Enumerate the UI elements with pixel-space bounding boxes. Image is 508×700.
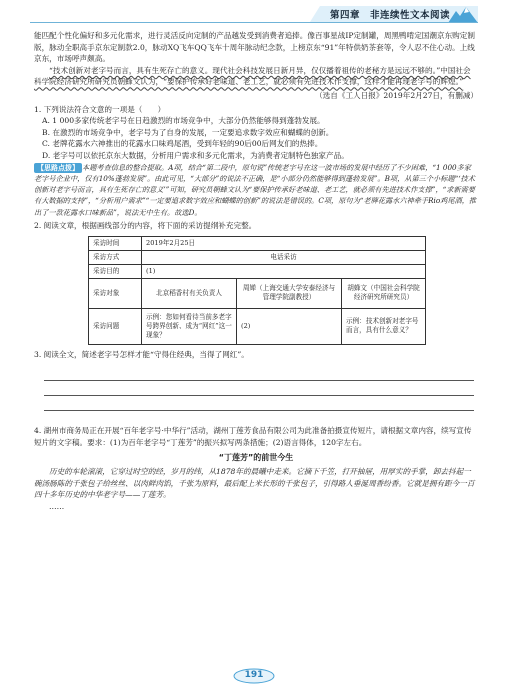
table-cell-value: 示例：技术创新对老字号而言，具有什么意义？ [342, 308, 426, 344]
answer-line[interactable] [44, 366, 474, 381]
table-cell-value: 示例：您如何看待当前多老字号跨界创新、成为“网红”这一现象？ [142, 308, 237, 344]
composition-title: “丁莲芳”的前世今生 [218, 453, 294, 463]
article-source: （选自《工人日报》2019年2月27日，有删减） [315, 90, 478, 100]
answer-line[interactable] [44, 396, 474, 411]
question-2-stem: 2. 阅读文章，根据画线部分的内容，将下面的采访提纲补充完整。 [34, 221, 257, 231]
table-row [89, 250, 426, 264]
question-1-stem: 1. 下列说法符合文意的一项是（ ） [34, 104, 166, 114]
analysis-text: 本题考查信息的整合提取。A项，结合“第二段中，原句说”传统老字号在这一波市场的发展中经历了不少困难，“1 000多家老字号企业中，仅有10%蓬勃发展”。由此可见，“大部分”的说法不正确，是“小部分仍然能够得到蓬勃发展”。B项，从第三个小标题“‘技术创新对老字号而言，具有生死存亡的意义’”可知，研究员朝蜂文认为“要保护传承好老味道、老工艺，就必须有先进技术作支撑”，“求新需要有大数据的支持”，“分析用户需求”“一定要追求数字效应和蝴蝶的创新”的说法是错误的。C项，原句为“老牌花露水六神牵手Rio鸡尾酒，推出了一款花露水口味新品”，说法无中生有。故选D。 [34, 162, 477, 217]
question-4-stem: 4. 湖州市商务局正在开展“百年老字号·中华行”活动，湖州丁莲芳食品有限公司为此准备拍摄宣传短片，请根据文章内容，续写宣传短片的文字稿。要求：(1)为百年老字号“丁莲芳”的振兴拟写两条措施；(2)语言得体，120字左右。 [34, 426, 472, 447]
table-cell-label: 采访时间 [89, 236, 142, 250]
page-header [0, 0, 508, 26]
composition-ellipsis: …… [49, 501, 65, 511]
table-cell-value: 2019年2月25日 [142, 236, 426, 250]
option-b: B. 在激烈的市场竞争中，老字号为了自身的发展，一定要追求数字效应和蝴蝶的创新。 [42, 127, 334, 137]
answer-blank-1[interactable]: (1) [142, 264, 426, 278]
table-row [89, 264, 426, 278]
table-cell-value: 胡蜂文（中国社会科学院经济研究所研究员） [342, 278, 426, 308]
table-cell-label: 采访对象 [89, 278, 142, 308]
chapter-title: 第四章 非连续性文本阅读 [330, 10, 451, 21]
table-cell-value: 北京稻香村有关负责人 [142, 278, 237, 308]
table-row [89, 236, 426, 250]
table-cell-label: 采访目的 [89, 264, 142, 278]
table-row [89, 278, 426, 308]
option-a: A. 1 000多家传统老字号在日趋激烈的市场竞争中，大部分仍然能够得到蓬勃发展。 [42, 116, 325, 126]
table-row [89, 308, 426, 344]
table-cell-value: 电话采访 [142, 250, 426, 264]
underlined-quote: “技术创新对老字号而言，具有生死存亡的意义。现代社会科技发展日新月异，仅仅播着祖传的老秘方是远远不够的。”中国社会科学院经济研究所研究员朝蜂文认为，“要保护传承好老味道、老工艺，就必须有先进技术作支撑，这样才能再现老字号的辉煌。” [34, 65, 471, 87]
table-cell-label: 采访问题 [89, 308, 142, 344]
table-cell-value: 周婵（上海交通大学安泰经济与管理学院副教授） [237, 278, 342, 308]
header-divider [30, 22, 478, 23]
composition-body: 历史的车轮滚滚，它穿过时空的经，岁月的纬，从1878年的晨曦中走来。它摘下千笠，打开抽屉，用厚实的手掌，卸去抖起一碗汤肠陈的千张包子给丝丝、以肉鲜肉馅，千张为原料，最后配上米长形的千张包子，引得路人垂涎周香纷香。它就是拥有距今一百四十多年历史的中华老字号——丁莲芳。 [34, 466, 475, 500]
page-number: 191 [244, 670, 264, 680]
interview-outline-table [88, 236, 426, 345]
question-3-stem: 3. 阅读全文，简述老字号怎样才能“守得住经典，当得了网红”。 [34, 349, 249, 359]
table-cell-label: 采访方式 [89, 250, 142, 264]
answer-analysis [34, 162, 478, 218]
analysis-label: 【思路点拨】 [34, 163, 82, 173]
answer-blank-2[interactable]: (2) [237, 308, 342, 344]
answer-line[interactable] [44, 381, 474, 396]
answer-lines [34, 366, 478, 411]
article-quote-paragraph [34, 65, 478, 88]
option-c: C. 老牌花露水六神推出的花露水口味鸡尾酒，受到年轻的90后00后网友们的热捧。 [42, 139, 323, 149]
option-d: D. 老字号可以依托京东大数据，分析用户需求和多元化需求，为消费者定制特色独家产品。 [42, 150, 349, 160]
page-content [34, 30, 478, 512]
mountain-icon [448, 5, 478, 23]
article-paragraph: 能匹配个性化偏好和多元化需求，进行灵活反向定制的产品越发受到消费者追捧。像百事星战IP定制罐，周黑鸭啃定国潮京东购定制版，脉动全职高手京东定制款2.0，脉动XQ飞车QQ飞车十周年脉动纪念款，上榜京东“91”年特供奶茶套等，令人忍不住心动。上线京东，市场呼声颇高。 [34, 31, 475, 64]
